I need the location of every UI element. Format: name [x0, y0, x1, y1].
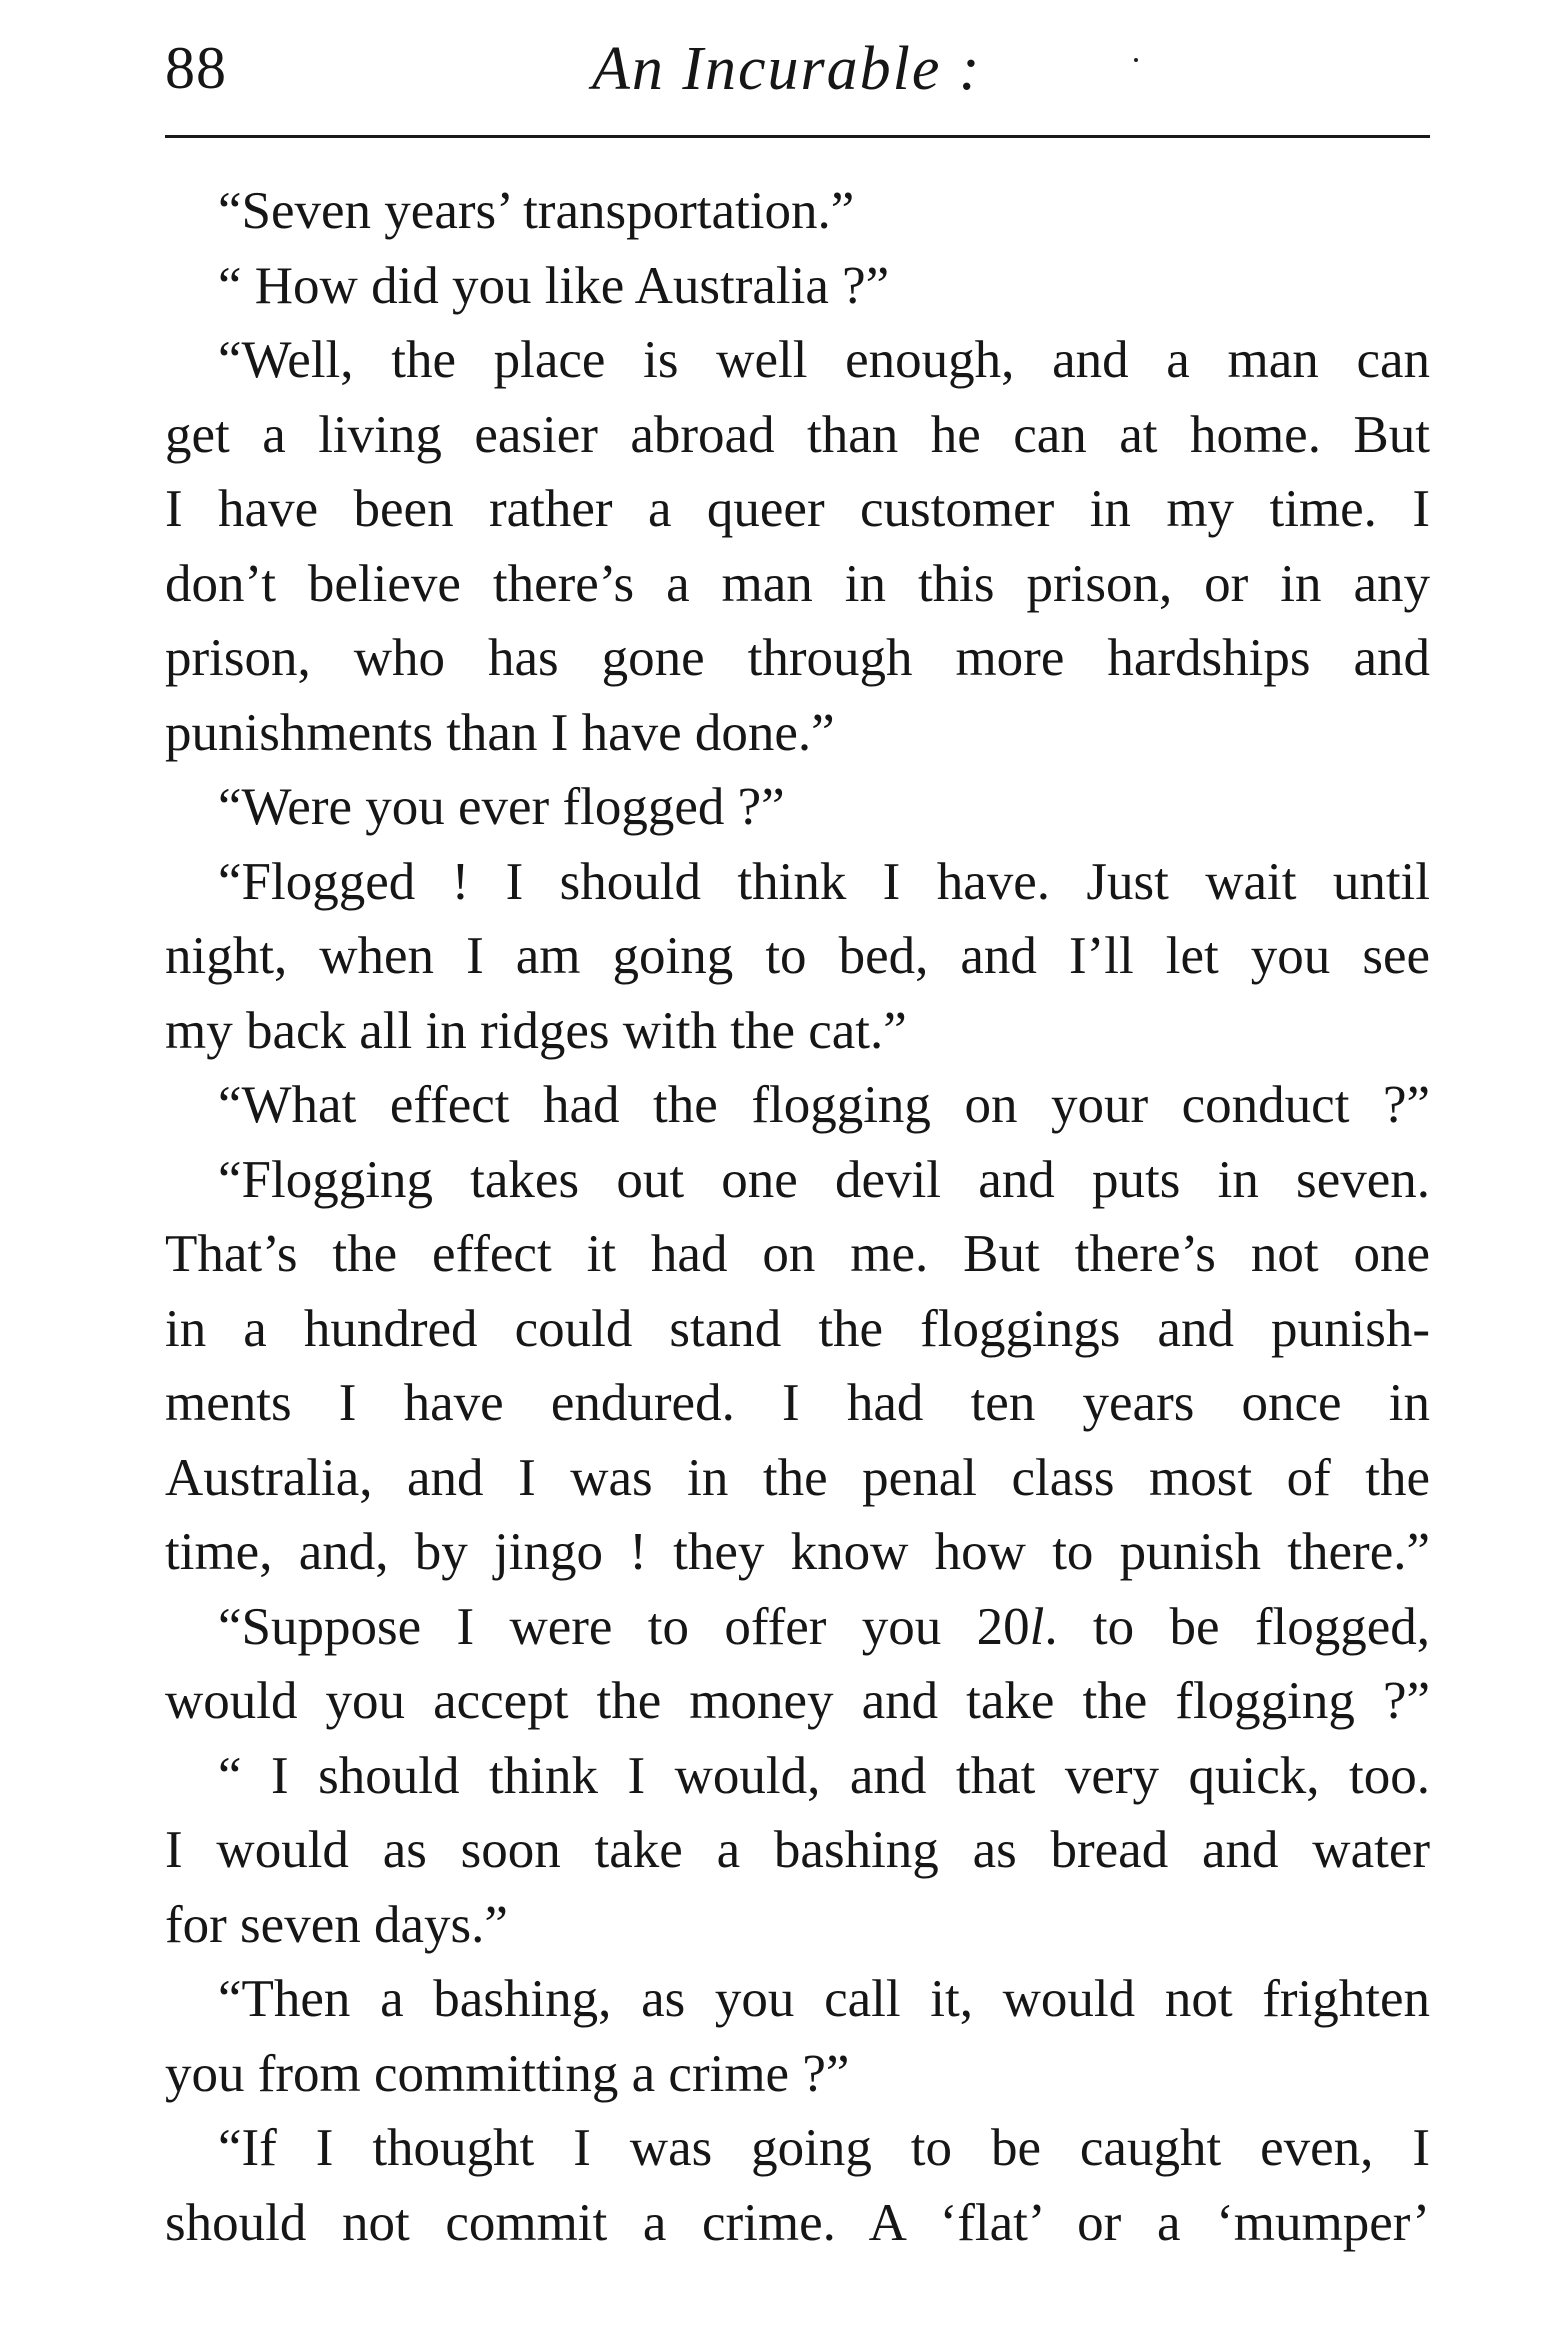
text-line: “Were you ever flogged ?”: [218, 778, 785, 836]
text-line: “Seven years’ transportation.”: [218, 182, 855, 240]
text-line: “Well, the place is well enough, and a man can: [218, 331, 1430, 389]
text-line: time, and, by jingo ! they know how to punish there.”: [165, 1523, 1430, 1581]
text-line: night, when I am going to bed, and I’ll let you see: [165, 927, 1430, 985]
text-line: “ I should think I would, and that very quick, too.: [218, 1746, 1430, 1805]
text-line: “ How did you like Australia ?”: [218, 256, 890, 315]
text-line: in a hundred could stand the floggings and punish-: [165, 1299, 1430, 1358]
text-line: get a living easier abroad than he can at home. But: [165, 405, 1430, 464]
text-line: That’s the effect it had on me. But there’s not one: [165, 1225, 1430, 1283]
text-line: “Flogging takes out one devil and puts in seven.: [218, 1150, 1430, 1209]
header-rule: [165, 135, 1430, 138]
text-line: punishments than I have done.”: [165, 703, 835, 762]
text-line: prison, who has gone through more hardships and: [165, 629, 1430, 687]
text-line: “What effect had the flogging on your conduct ?”: [218, 1076, 1430, 1134]
text-line: you from committing a crime ?”: [165, 2044, 850, 2103]
text-line: I would as soon take a bashing as bread and water: [165, 1821, 1430, 1879]
running-title: An Incurable :: [592, 35, 982, 103]
text-line: I have been rather a queer customer in my time. I: [165, 480, 1430, 538]
page-number: 88: [165, 35, 227, 101]
text-line: my back all in ridges with the cat.”: [165, 1001, 907, 1060]
text-line: for seven days.”: [165, 1895, 508, 1954]
text-line: “If I thought I was going to be caught even, I: [218, 2119, 1430, 2177]
text-line: don’t believe there’s a man in this prison, or in any: [165, 554, 1430, 613]
text-line: “Flogged ! I should think I have. Just wait until: [218, 852, 1430, 911]
pound-abbreviation: l: [1029, 1597, 1045, 1656]
text-line: “Suppose I were to offer you 20l. to be flogged,: [218, 1597, 1430, 1656]
text-line: ments I have endured. I had ten years once in: [165, 1374, 1430, 1432]
text-line: should not commit a crime. A ‘flat’ or a ‘mumper’: [165, 2193, 1430, 2252]
print-speck: [1134, 58, 1138, 62]
text-line: “Then a bashing, as you call it, would not frighten: [218, 1970, 1430, 2028]
text-line: Australia, and I was in the penal class most of the: [165, 1448, 1430, 1507]
text-line: would you accept the money and take the flogging ?”: [165, 1672, 1430, 1730]
